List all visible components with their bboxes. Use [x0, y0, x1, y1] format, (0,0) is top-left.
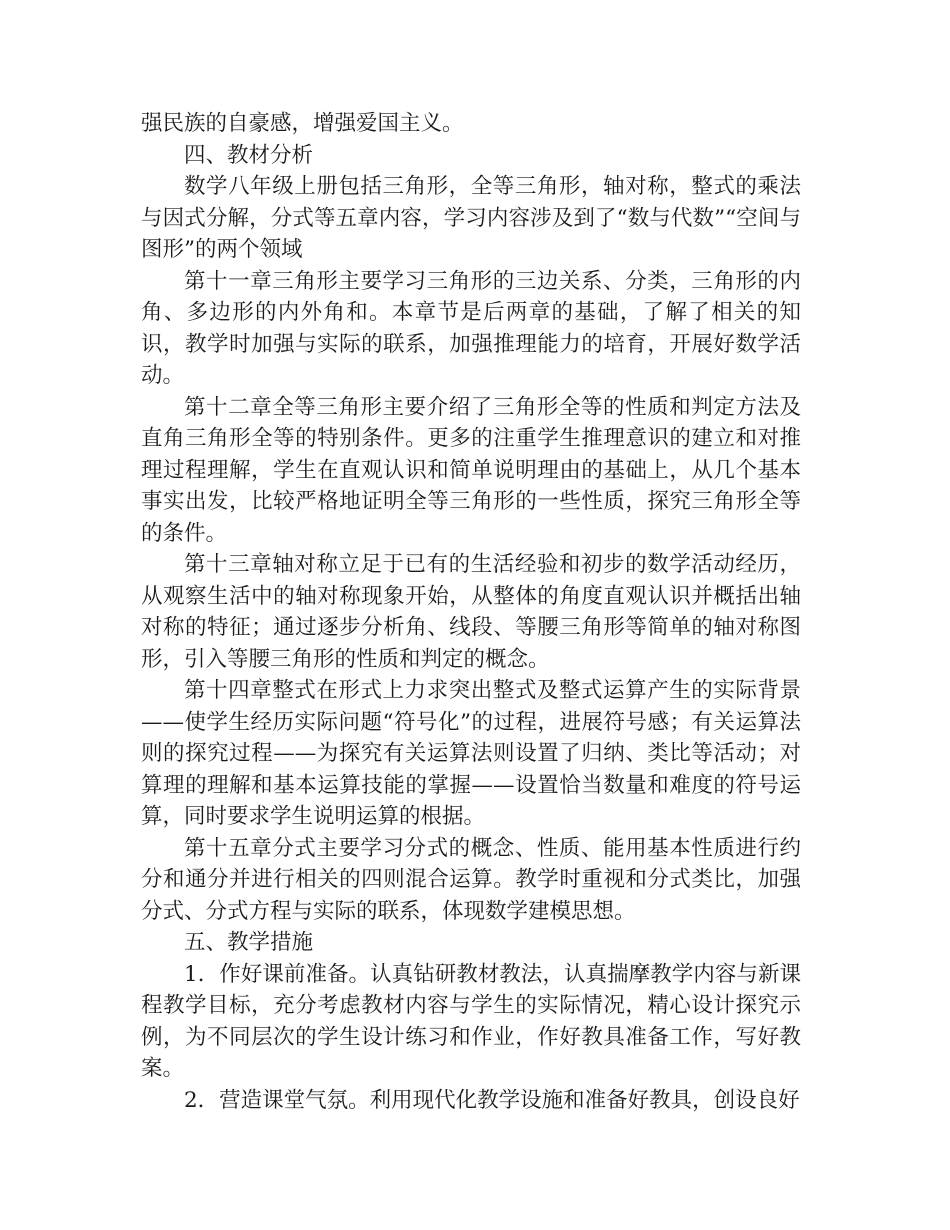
paragraph-chapter-13: 第十三章轴对称立足于已有的生活经验和初步的数学活动经历，从观察生活中的轴对称现象开始，从整体的角度直观认识并概括出轴对称的特征；通过逐步分析角、线段、等腰三角形等简单的轴对称图形，引入等腰三角形的性质和判定的概念。	[141, 552, 801, 672]
section-heading-teaching-measures: 五、教学措施	[184, 930, 314, 955]
document-body	[141, 108, 801, 1116]
section-heading-textbook-analysis: 四、教材分析	[184, 142, 314, 168]
paragraph-chapter-12: 第十二章全等三角形主要介绍了三角形全等的性质和判定方法及直角三角形全等的特别条件。更多的注重学生推理意识的建立和对推理过程理解，学生在直观认识和简单说明理由的基础上，从几个基本事实出发，比较严格地证明全等三角形的一些性质，探究三角形全等的条件。	[141, 394, 801, 546]
paragraph-measure-1: 1．作好课前准备。认真钻研教材教法，认真揣摩教学内容与新课程教学目标，充分考虑教材内容与学生的实际情况，精心设计探究示例，为不同层次的学生设计练习和作业，作好教具准备工作，写好教案。	[141, 961, 801, 1081]
paragraph-chapter-15: 第十五章分式主要学习分式的概念、性质、能用基本性质进行约分和通分并进行相关的四则混合运算。教学时重视和分式类比，加强分式、分式方程与实际的联系，体现数学建模思想。	[141, 835, 801, 924]
paragraph-chapter-11: 第十一章三角形主要学习三角形的三边关系、分类，三角形的内角、多边形的内外角和。本章节是后两章的基础，了解了相关的知识，教学时加强与实际的联系，加强推理能力的培育，开展好数学活动。	[141, 268, 801, 388]
paragraph-chapter-14: 第十四章整式在形式上力求突出整式及整式运算产生的实际背景——使学生经历实际问题“符号化”的过程，进展符号感；有关运算法则的探究过程——为探究有关运算法则设置了归纳、类比等活动；对算理的理解和基本运算技能的掌握——设置恰当数量和难度的符号运算，同时要求学生说明运算的根据。	[141, 678, 801, 829]
paragraph-measure-2: 2．营造课堂气氛。利用现代化教学设施和准备好教具，创设良好	[184, 1087, 800, 1113]
paragraph-continuation: 强民族的自豪感，增强爱国主义。	[141, 111, 464, 136]
paragraph-textbook-overview: 数学八年级上册包括三角形，全等三角形，轴对称，整式的乘法与因式分解，分式等五章内容，学习内容涉及到了“数与代数”“空间与图形”的两个领域	[141, 174, 801, 262]
